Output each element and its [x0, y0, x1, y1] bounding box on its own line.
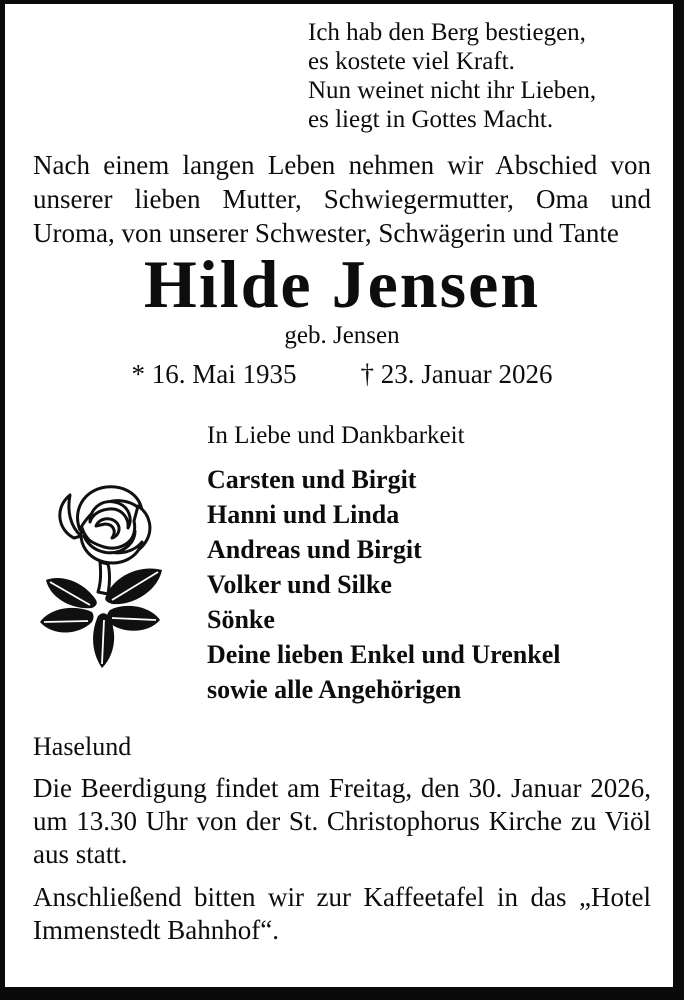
mourner-line: Deine lieben Enkel und Urenkel — [207, 640, 561, 669]
reception-info: Anschließend bitten wir zur Kaffeetafel in das „Hotel Immenstedt Bahnhof“. — [33, 882, 651, 945]
mourner-line: Andreas und Birgit — [207, 535, 422, 564]
birth-date: * 16. Mai 1935 — [131, 359, 297, 389]
mourner-line: Hanni und Linda — [207, 500, 400, 529]
death-date: † 23. Januar 2026 — [360, 359, 553, 389]
rose-icon — [37, 478, 169, 674]
poem-line: Ich hab den Berg bestiegen, — [308, 19, 586, 46]
life-dates — [33, 358, 651, 390]
mourner-line: Volker und Silke — [207, 570, 392, 599]
poem-line: Nun weinet nicht ihr Lieben, — [308, 77, 597, 104]
poem — [308, 18, 651, 134]
mourner-line: Sönke — [207, 605, 275, 634]
maiden-name: geb. Jensen — [284, 322, 400, 349]
mourner-line: Carsten und Birgit — [207, 465, 417, 494]
poem-line: es kostete viel Kraft. — [308, 48, 515, 75]
deceased-name: Hilde Jensen — [143, 246, 541, 322]
intro-text: Nach einem langen Leben nehmen wir Abschied von unserer lieben Mutter, Schwiegermutter, Oma und Uroma, von unserer Schwester, Schwägerin und Tante — [33, 150, 651, 248]
mourner-line: sowie alle Angehörigen — [207, 675, 462, 704]
poem-line: es liegt in Gottes Macht. — [308, 106, 554, 133]
funeral-info: Die Beerdigung findet am Freitag, den 30. Januar 2026, um 13.30 Uhr von der St. Christophorus Kirche zu Viöl aus statt. — [33, 773, 651, 869]
dedication-text: In Liebe und Dankbarkeit — [207, 422, 465, 449]
mourner-section — [33, 462, 651, 710]
place-name: Haselund — [33, 732, 132, 761]
mourners-list — [207, 462, 651, 707]
